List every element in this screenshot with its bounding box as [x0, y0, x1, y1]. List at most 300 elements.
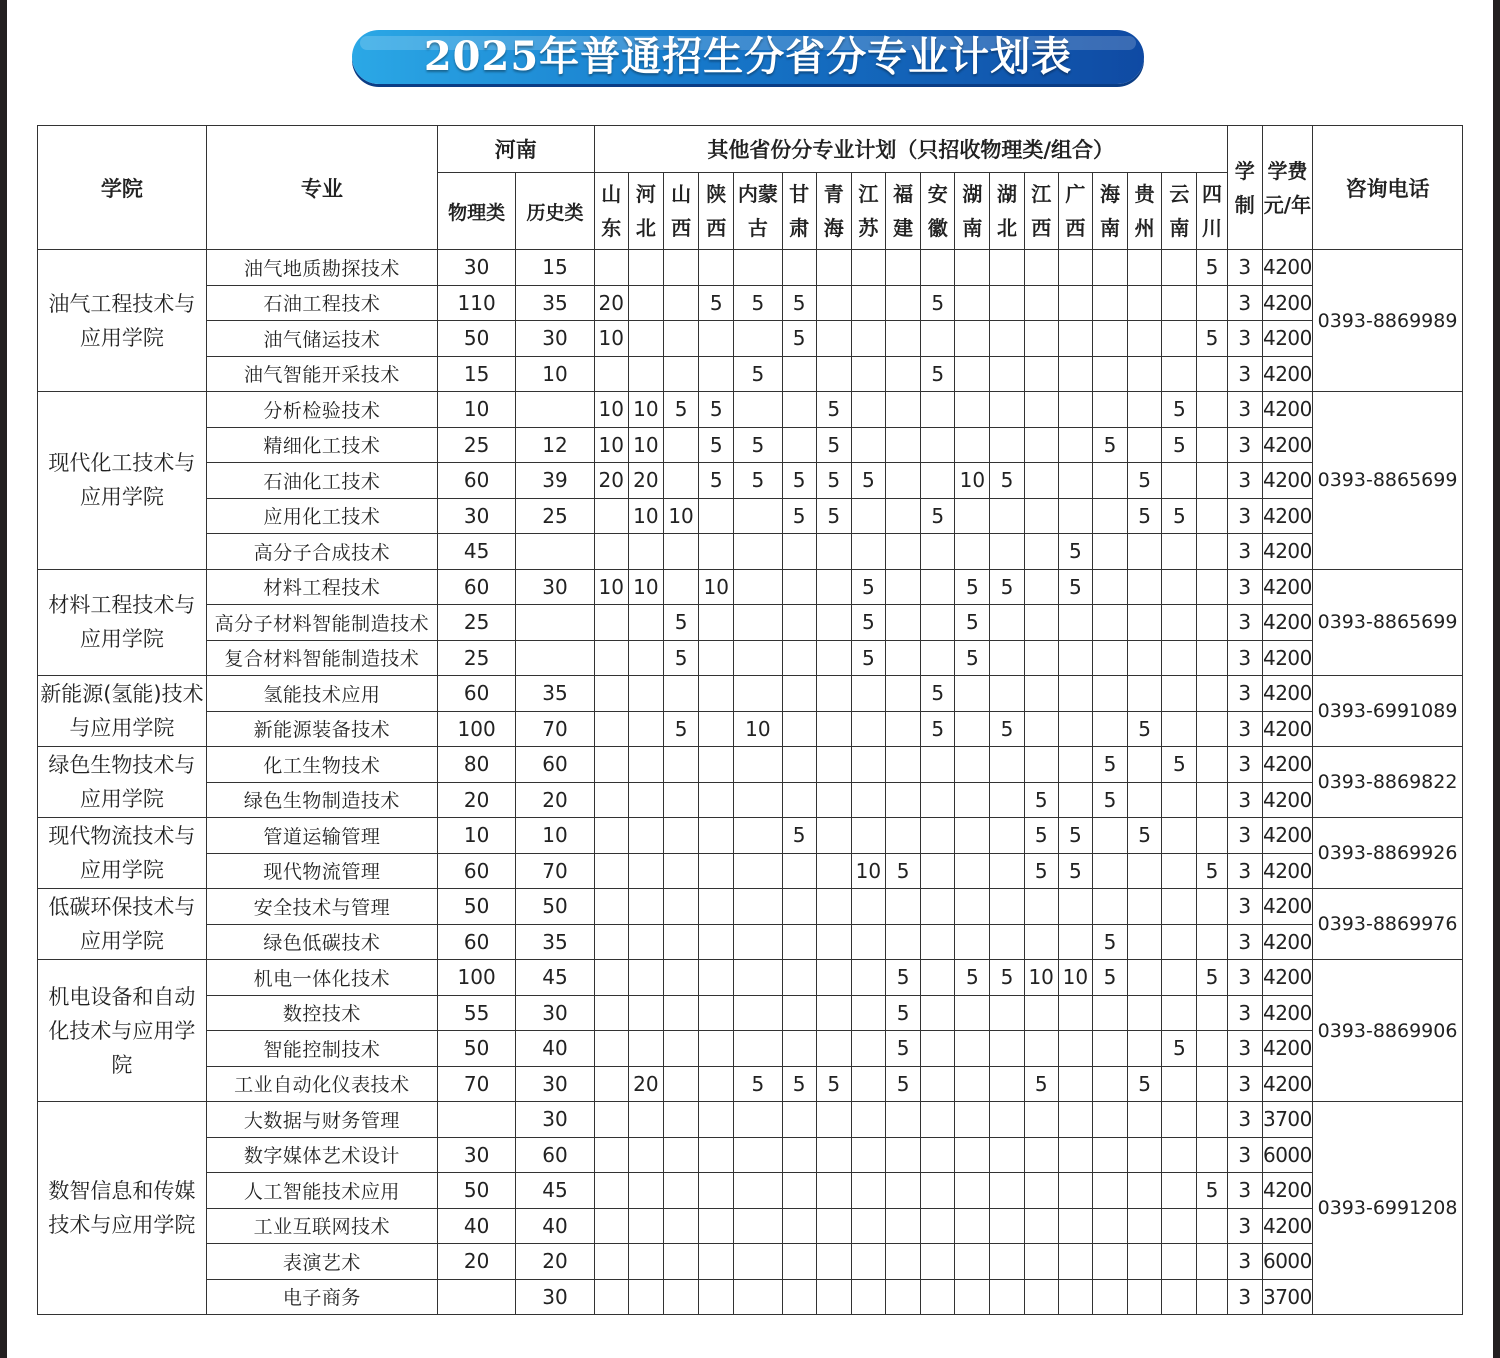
province-count: [1024, 1208, 1058, 1244]
province-count: [1058, 1102, 1092, 1138]
province-count: [990, 995, 1024, 1031]
province-count: [1058, 1031, 1092, 1067]
province-count: 5: [921, 356, 955, 392]
header-phone: 咨询电话: [1313, 126, 1463, 250]
years-value: 3: [1227, 498, 1262, 534]
table-row: [38, 498, 1463, 534]
province-count: [921, 782, 955, 818]
henan-history-count: 40: [516, 1208, 594, 1244]
province-count: [921, 1066, 955, 1102]
years-value: 3: [1227, 853, 1262, 889]
table-row: [38, 534, 1463, 570]
province-count: 5: [816, 498, 851, 534]
years-value: 3: [1227, 427, 1262, 463]
province-count: [1162, 711, 1197, 747]
college-name: 现代物流技术与应用学院: [38, 818, 207, 889]
province-count: 5: [990, 960, 1024, 996]
province-count: [734, 534, 782, 570]
province-count: [1058, 392, 1092, 428]
province-count: [734, 995, 782, 1031]
henan-physics-count: 110: [437, 285, 515, 321]
province-count: [1024, 676, 1058, 712]
province-count: [699, 605, 734, 641]
header-henan-physics: 物理类: [437, 173, 515, 250]
province-count: 10: [1058, 960, 1092, 996]
college-name: 材料工程技术与应用学院: [38, 569, 207, 676]
henan-physics-count: 70: [437, 1066, 515, 1102]
province-count: [816, 1102, 851, 1138]
phone-number: 0393-8869976: [1313, 889, 1463, 960]
province-count: [955, 747, 990, 783]
province-count: [628, 818, 663, 854]
table-row: [38, 889, 1463, 925]
province-count: [782, 356, 816, 392]
province-count: [816, 853, 851, 889]
fee-value: 4200: [1262, 853, 1312, 889]
province-count: [1092, 250, 1127, 286]
table-row: [38, 250, 1463, 286]
henan-physics-count: 20: [437, 782, 515, 818]
header-province: 甘肃: [782, 173, 816, 250]
fee-value: 4200: [1262, 782, 1312, 818]
province-count: [851, 321, 885, 357]
province-count: [1162, 463, 1197, 499]
province-count: [1197, 1208, 1227, 1244]
henan-physics-count: 50: [437, 889, 515, 925]
province-count: 5: [921, 498, 955, 534]
province-count: 5: [955, 569, 990, 605]
province-count: 5: [734, 285, 782, 321]
major-name: 复合材料智能制造技术: [206, 640, 437, 676]
province-count: 5: [885, 995, 920, 1031]
province-count: [990, 321, 1024, 357]
province-count: [990, 250, 1024, 286]
province-count: [851, 285, 885, 321]
province-count: [1197, 818, 1227, 854]
province-count: [1058, 356, 1092, 392]
province-count: [885, 321, 920, 357]
province-count: [663, 1244, 698, 1280]
years-value: 3: [1227, 640, 1262, 676]
province-count: [851, 960, 885, 996]
years-value: 3: [1227, 392, 1262, 428]
province-count: 5: [990, 711, 1024, 747]
province-count: [628, 676, 663, 712]
fee-value: 4200: [1262, 569, 1312, 605]
province-count: [594, 1066, 628, 1102]
province-count: [782, 782, 816, 818]
years-value: 3: [1227, 463, 1262, 499]
province-count: 5: [782, 463, 816, 499]
province-count: [1128, 676, 1162, 712]
province-count: [734, 676, 782, 712]
province-count: [990, 782, 1024, 818]
phone-number: 0393-8869906: [1313, 960, 1463, 1102]
header-henan-history: 历史类: [516, 173, 594, 250]
henan-history-count: 70: [516, 853, 594, 889]
province-count: [1092, 569, 1127, 605]
henan-history-count: 30: [516, 569, 594, 605]
province-count: [1092, 392, 1127, 428]
province-count: 5: [1162, 392, 1197, 428]
province-count: [734, 782, 782, 818]
fee-value: 4200: [1262, 640, 1312, 676]
province-count: [1024, 321, 1058, 357]
province-count: [1162, 1137, 1197, 1173]
province-count: 5: [1024, 782, 1058, 818]
province-count: [885, 1137, 920, 1173]
province-count: [1162, 356, 1197, 392]
header-province: 四川: [1197, 173, 1227, 250]
henan-history-count: 70: [516, 711, 594, 747]
province-count: 5: [885, 1066, 920, 1102]
province-count: [1092, 1066, 1127, 1102]
province-count: [1092, 676, 1127, 712]
province-count: [990, 1173, 1024, 1209]
years-value: 3: [1227, 676, 1262, 712]
henan-history-count: 40: [516, 1031, 594, 1067]
henan-history-count: 12: [516, 427, 594, 463]
province-count: [1162, 995, 1197, 1031]
province-count: 5: [816, 392, 851, 428]
table-row: [38, 924, 1463, 960]
province-count: [816, 1208, 851, 1244]
years-value: 3: [1227, 782, 1262, 818]
henan-history-count: [516, 534, 594, 570]
table-row: [38, 1279, 1463, 1315]
province-count: [628, 782, 663, 818]
province-count: [663, 747, 698, 783]
province-count: [699, 321, 734, 357]
province-count: [699, 1066, 734, 1102]
province-count: [628, 534, 663, 570]
province-count: [851, 676, 885, 712]
table-row: [38, 853, 1463, 889]
province-count: [1024, 889, 1058, 925]
province-count: 5: [1092, 747, 1127, 783]
header-province: 江苏: [851, 173, 885, 250]
province-count: [885, 463, 920, 499]
province-count: 5: [699, 427, 734, 463]
province-count: [782, 569, 816, 605]
years-value: 3: [1227, 1279, 1262, 1315]
fee-value: 4200: [1262, 534, 1312, 570]
province-count: [885, 392, 920, 428]
province-count: 10: [851, 853, 885, 889]
province-count: [663, 1137, 698, 1173]
years-value: 3: [1227, 534, 1262, 570]
years-value: 3: [1227, 818, 1262, 854]
province-count: [594, 889, 628, 925]
major-name: 现代物流管理: [206, 853, 437, 889]
province-count: [782, 427, 816, 463]
province-count: [663, 356, 698, 392]
province-count: 5: [734, 1066, 782, 1102]
henan-history-count: [516, 605, 594, 641]
province-count: 5: [1058, 534, 1092, 570]
province-count: [663, 321, 698, 357]
province-count: [1092, 498, 1127, 534]
province-count: [921, 995, 955, 1031]
province-count: [663, 995, 698, 1031]
years-value: 3: [1227, 1137, 1262, 1173]
province-count: [1092, 534, 1127, 570]
table-row: [38, 1173, 1463, 1209]
province-count: [734, 640, 782, 676]
province-count: [699, 960, 734, 996]
province-count: [1058, 1173, 1092, 1209]
province-count: [628, 889, 663, 925]
province-count: 5: [1092, 427, 1127, 463]
province-count: [955, 853, 990, 889]
major-name: 精细化工技术: [206, 427, 437, 463]
province-count: [851, 818, 885, 854]
province-count: [734, 818, 782, 854]
province-count: [816, 995, 851, 1031]
header-province: 海南: [1092, 173, 1127, 250]
province-count: 5: [782, 285, 816, 321]
province-count: [885, 569, 920, 605]
province-count: [1024, 1173, 1058, 1209]
henan-history-count: 60: [516, 747, 594, 783]
province-count: [921, 960, 955, 996]
province-count: [851, 534, 885, 570]
province-count: [1058, 711, 1092, 747]
major-name: 氢能技术应用: [206, 676, 437, 712]
province-count: 5: [1162, 1031, 1197, 1067]
province-count: [734, 321, 782, 357]
province-count: [851, 995, 885, 1031]
province-count: [990, 1031, 1024, 1067]
province-count: [663, 1279, 698, 1315]
province-count: [1092, 1102, 1127, 1138]
province-count: [955, 818, 990, 854]
henan-physics-count: 20: [437, 1244, 515, 1280]
province-count: 5: [1162, 498, 1197, 534]
province-count: [921, 818, 955, 854]
province-count: [990, 1208, 1024, 1244]
province-count: [594, 356, 628, 392]
years-value: 3: [1227, 1173, 1262, 1209]
province-count: 20: [594, 285, 628, 321]
major-name: 电子商务: [206, 1279, 437, 1315]
province-count: 5: [955, 640, 990, 676]
henan-physics-count: 30: [437, 1137, 515, 1173]
province-count: 20: [628, 1066, 663, 1102]
fee-value: 4200: [1262, 995, 1312, 1031]
province-count: [1162, 640, 1197, 676]
table-row: [38, 1102, 1463, 1138]
province-count: 5: [851, 605, 885, 641]
province-count: [990, 285, 1024, 321]
province-count: [734, 1102, 782, 1138]
years-value: 3: [1227, 747, 1262, 783]
province-count: 5: [990, 463, 1024, 499]
province-count: [1058, 1279, 1092, 1315]
province-count: 5: [782, 1066, 816, 1102]
province-count: [699, 676, 734, 712]
province-count: [628, 995, 663, 1031]
province-count: [955, 285, 990, 321]
years-value: 3: [1227, 321, 1262, 357]
years-value: 3: [1227, 924, 1262, 960]
province-count: [885, 782, 920, 818]
province-count: [1162, 818, 1197, 854]
province-count: 5: [663, 640, 698, 676]
province-count: [594, 605, 628, 641]
province-count: [1128, 250, 1162, 286]
province-count: 5: [782, 498, 816, 534]
fee-value: 4200: [1262, 1031, 1312, 1067]
college-name: 低碳环保技术与应用学院: [38, 889, 207, 960]
province-count: [990, 747, 1024, 783]
province-count: [594, 960, 628, 996]
province-count: [782, 853, 816, 889]
province-count: [734, 250, 782, 286]
province-count: [1128, 427, 1162, 463]
province-count: 5: [885, 1031, 920, 1067]
major-name: 安全技术与管理: [206, 889, 437, 925]
province-count: 5: [734, 463, 782, 499]
province-count: [663, 924, 698, 960]
henan-physics-count: 100: [437, 711, 515, 747]
province-count: [663, 1102, 698, 1138]
province-count: [1092, 818, 1127, 854]
province-count: [1197, 995, 1227, 1031]
province-count: 10: [594, 427, 628, 463]
province-count: [885, 605, 920, 641]
province-count: [1128, 534, 1162, 570]
province-count: [699, 853, 734, 889]
province-count: 5: [955, 605, 990, 641]
province-count: [1197, 463, 1227, 499]
province-count: [1128, 356, 1162, 392]
province-count: [782, 747, 816, 783]
province-count: 10: [628, 392, 663, 428]
province-count: [885, 1173, 920, 1209]
province-count: [663, 250, 698, 286]
henan-physics-count: 10: [437, 818, 515, 854]
province-count: [628, 960, 663, 996]
province-count: 5: [816, 1066, 851, 1102]
province-count: [628, 1137, 663, 1173]
province-count: [990, 427, 1024, 463]
province-count: [1092, 1279, 1127, 1315]
province-count: [885, 640, 920, 676]
province-count: [990, 924, 1024, 960]
college-name: 现代化工技术与应用学院: [38, 392, 207, 570]
fee-value: 4200: [1262, 605, 1312, 641]
province-count: [628, 250, 663, 286]
table-row: [38, 285, 1463, 321]
province-count: 5: [1162, 427, 1197, 463]
phone-number: 0393-8869822: [1313, 747, 1463, 818]
province-count: [1058, 285, 1092, 321]
henan-physics-count: 25: [437, 427, 515, 463]
province-count: [885, 1102, 920, 1138]
province-count: 5: [921, 711, 955, 747]
henan-history-count: 15: [516, 250, 594, 286]
province-count: [628, 1244, 663, 1280]
province-count: [816, 534, 851, 570]
province-count: 5: [782, 321, 816, 357]
province-count: [663, 1066, 698, 1102]
province-count: [816, 605, 851, 641]
header-henan: 河南: [437, 126, 594, 173]
province-count: [1162, 1244, 1197, 1280]
table-row: [38, 321, 1463, 357]
table-row: [38, 1031, 1463, 1067]
henan-history-count: 60: [516, 1137, 594, 1173]
table-row: [38, 605, 1463, 641]
major-name: 油气储运技术: [206, 321, 437, 357]
province-count: [851, 1244, 885, 1280]
province-count: [734, 853, 782, 889]
province-count: 10: [663, 498, 698, 534]
province-count: [782, 924, 816, 960]
province-count: [1058, 924, 1092, 960]
province-count: [594, 1208, 628, 1244]
henan-physics-count: 80: [437, 747, 515, 783]
province-count: [699, 782, 734, 818]
province-count: [885, 924, 920, 960]
table-row: [38, 1244, 1463, 1280]
years-value: 3: [1227, 569, 1262, 605]
years-value: 3: [1227, 711, 1262, 747]
province-count: [885, 711, 920, 747]
province-count: [699, 534, 734, 570]
henan-history-count: 30: [516, 1066, 594, 1102]
major-name: 大数据与财务管理: [206, 1102, 437, 1138]
header-province: 山东: [594, 173, 628, 250]
major-name: 数字媒体艺术设计: [206, 1137, 437, 1173]
province-count: 5: [1162, 747, 1197, 783]
province-count: [594, 924, 628, 960]
fee-value: 4200: [1262, 356, 1312, 392]
province-count: [1024, 1279, 1058, 1315]
province-count: [663, 676, 698, 712]
province-count: 10: [734, 711, 782, 747]
province-count: [734, 569, 782, 605]
henan-physics-count: [437, 1102, 515, 1138]
province-count: [1128, 960, 1162, 996]
province-count: [955, 356, 990, 392]
province-count: [1092, 889, 1127, 925]
province-count: [699, 924, 734, 960]
henan-history-count: 30: [516, 321, 594, 357]
province-count: [816, 356, 851, 392]
province-count: [1128, 1173, 1162, 1209]
province-count: [816, 818, 851, 854]
province-count: [885, 818, 920, 854]
province-count: [955, 392, 990, 428]
province-count: 10: [699, 569, 734, 605]
province-count: [1024, 285, 1058, 321]
province-count: [1128, 1244, 1162, 1280]
province-count: 5: [1024, 818, 1058, 854]
province-count: [851, 392, 885, 428]
province-count: [699, 356, 734, 392]
province-count: [699, 640, 734, 676]
header-province: 贵州: [1128, 173, 1162, 250]
header-province: 湖南: [955, 173, 990, 250]
province-count: [1024, 1031, 1058, 1067]
header-province: 广西: [1058, 173, 1092, 250]
fee-value: 4200: [1262, 711, 1312, 747]
province-count: [594, 534, 628, 570]
province-count: [921, 747, 955, 783]
province-count: [816, 250, 851, 286]
